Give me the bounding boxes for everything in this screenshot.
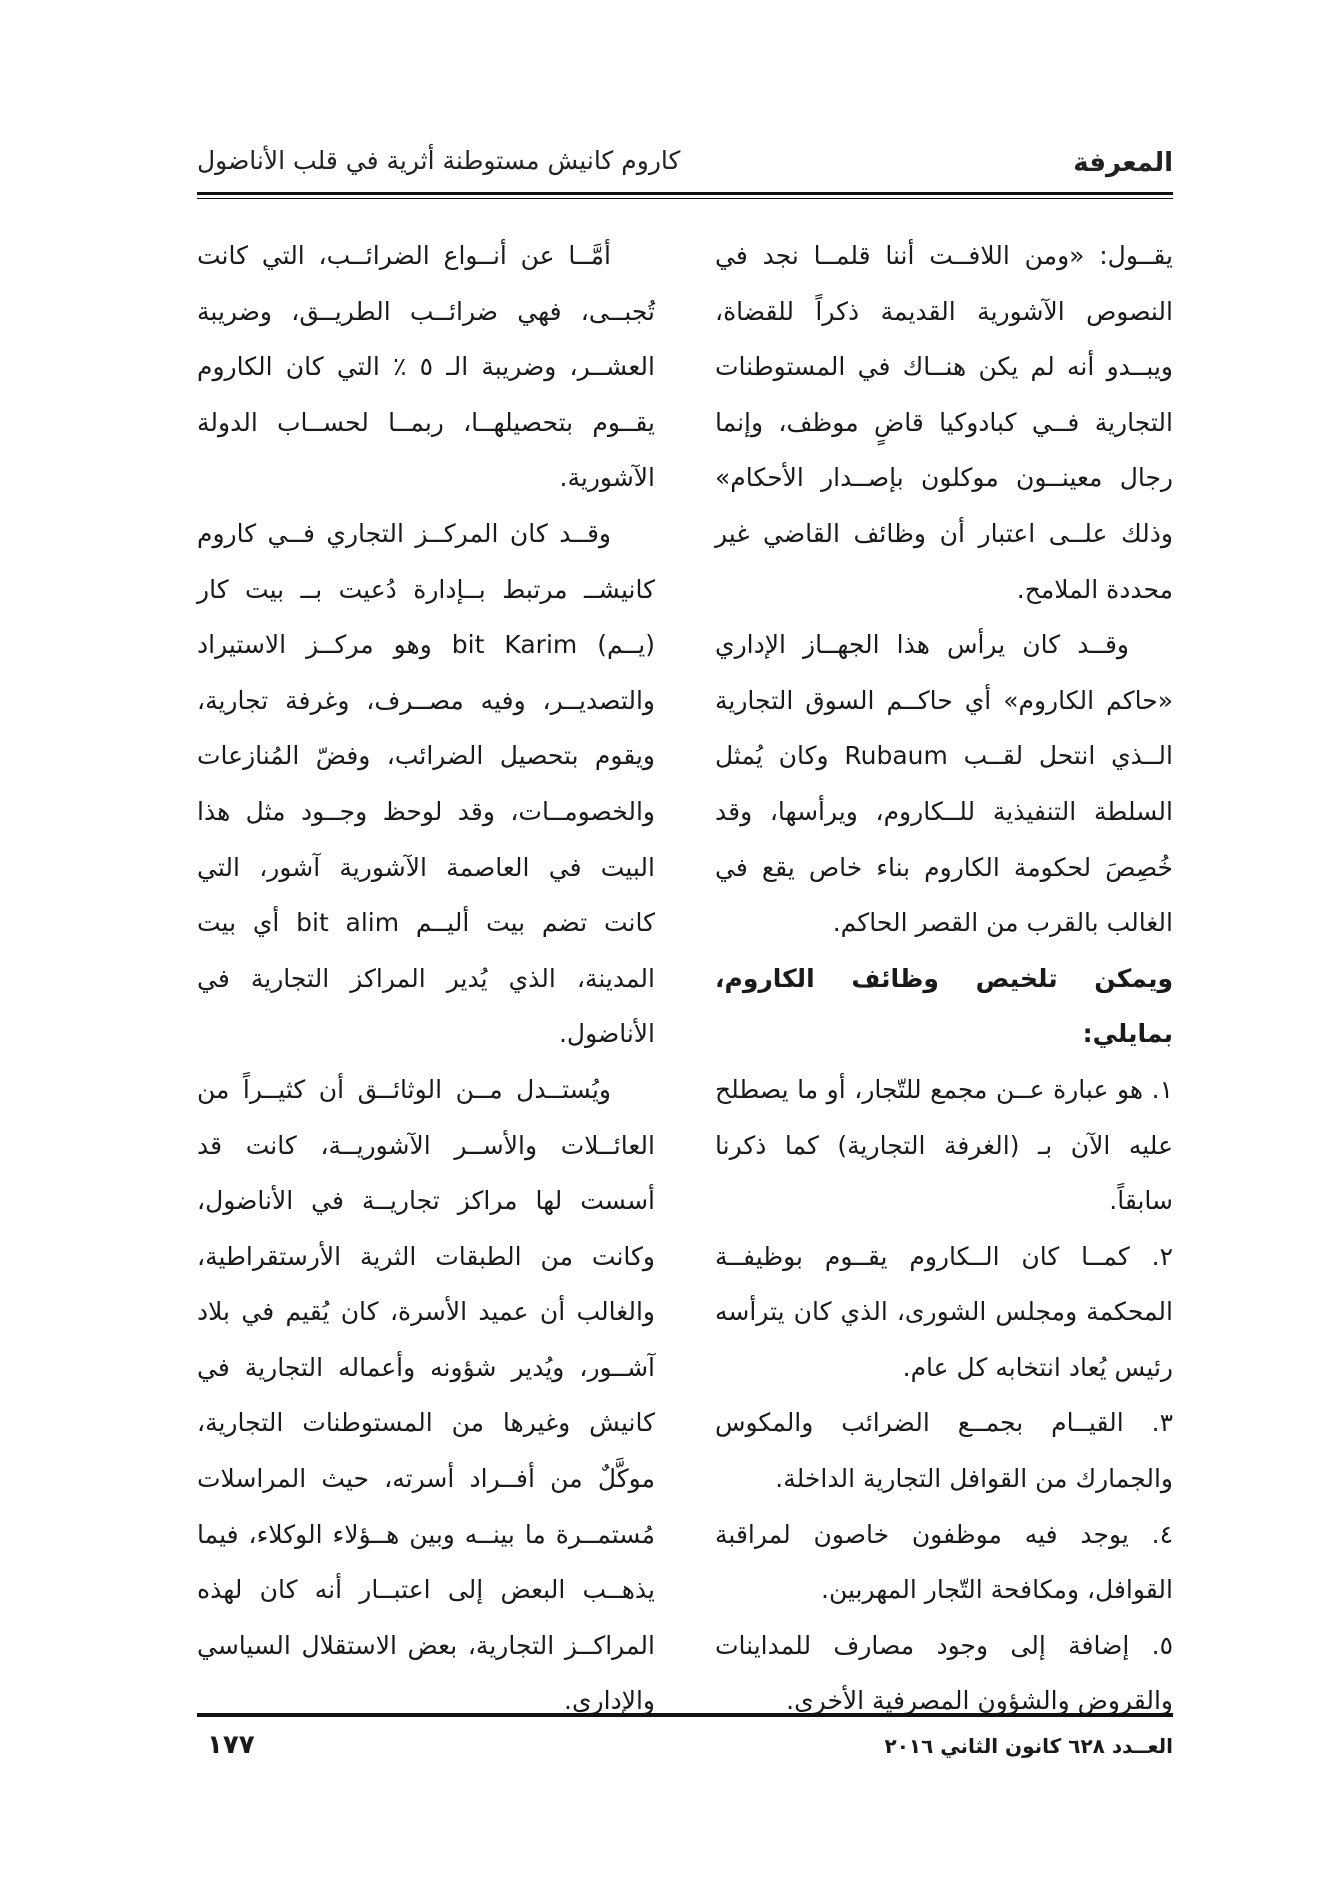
paragraph: وقــد كان يرأس هذا الجهــاز الإداري «حاكم الكاروم» أي حاكــم السوق التجارية الــذي انتحل لقــب Rubaum وكان يُمثل السلطة التنفيذية للــكاروم، ويرأسها، وقد خُصِصَ لحكومة الكاروم بناء خاص يقع في الغالب بالقرب من القصر الحاكم. <box>715 630 1173 938</box>
left-column <box>197 228 655 1729</box>
header-rule-thin <box>197 198 1173 199</box>
list-item: ٤. يوجد فيه موظفون خاصون لمراقبة القوافل، ومكافحة التّجار المهربين. <box>715 1519 1173 1605</box>
footer-rule <box>197 1713 1173 1717</box>
paragraph: ويُستــدل مــن الوثائــق أن كثيــراً من العائــلات والأســر الآشوريــة، كانت قد أسست لها مراكز تجاريــة في الأناضول، وكانت من الطبقات الثرية الأرستقراطية، والغالب أن عميد الأسرة، كان يُقيم في بلاد آشــور، ويُدير شؤونه وأعماله التجارية في كانيش وغيرها من المستوطنات التجارية، موكَّلٌ من أفــراد أسرته، حيث المراسلات مُستمــرة ما بينــه وبين هــؤلاء الوكلاء، فيما يذهــب البعض إلى اعتبــار أنه كان لهذه المراكــز التجارية، بعض الاستقلال السياسي والإداري. <box>197 1074 655 1716</box>
paragraph: أمَّــا عن أنــواع الضرائــب، التي كانت تُجبــى، فهي ضرائــب الطريــق، وضريبة العشــر، وضريبة الـ ٥ ٪ التي كان الكاروم يقــوم بتحصيلهــا، ربمــا لحســاب الدولة الآشورية. <box>197 241 655 493</box>
header-rule <box>197 192 1173 195</box>
page-footer <box>197 1728 1173 1768</box>
paragraph: وقــد كان المركــز التجاري فــي كاروم كانيشــ مرتبط بــإدارة دُعيت بــ بيت كار (يــم) bit Karim وهو مركــز الاستيراد والتصديــر، وفيه مصــرف، وغرفة تجارية، ويقوم بتحصيل الضرائب، وفضّ المُنازعات والخصومــات، وقد لوحظ وجــود مثل هذا البيت في العاصمة الآشورية آشور، التي كانت تضم بيت أليــم bit alim أي بيت المدينة، الذي يُدير المراكز التجارية في الأناضول. <box>197 518 656 1049</box>
list-item: ٥. إضافة إلى وجود مصارف للمداينات والقروض والشؤون المصرفية الأخرى. <box>715 1630 1173 1716</box>
list-item: ٣. القيــام بجمــع الضرائب والمكوس والجمارك من القوافل التجارية الداخلة. <box>715 1408 1173 1494</box>
magazine-logo: المعرفة <box>1073 148 1173 178</box>
right-column <box>715 228 1173 1729</box>
page-number: ١٧٧ <box>207 1730 255 1760</box>
page-header <box>197 140 1173 190</box>
list-item: ٢. كمــا كان الــكاروم يقــوم بوظيفــة المحكمة ومجلس الشورى، الذي كان يترأسه رئيس يُعاد انتخابه كل عام. <box>715 1241 1173 1382</box>
issue-info: العــدد ٦٢٨ كانون الثاني ٢٠١٦ <box>884 1734 1173 1758</box>
section-subheading: ويمكن تلخيص وظائف الكاروم، بمايلي: <box>715 963 1173 1049</box>
paragraph: يقــول: «ومن اللافــت أننا قلمــا نجد في النصوص الآشورية القديمة ذكراً للقضاة، ويبــدو أنه لم يكن هنــاك في المستوطنات التجارية فــي كبادوكيا قاضٍ موظف، وإنما رجال معينــون موكلون بإصــدار الأحكام» وذلك علــى اعتبار أن وظائف القاضي غير محددة الملامح. <box>715 241 1173 604</box>
running-title: كاروم كانيش مستوطنة أثرية في قلب الأناضول <box>197 146 681 175</box>
list-item: ١. هو عبارة عــن مجمع للتّجار، أو ما يصطلح عليه الآن بـ (الغرفة التجارية) كما ذكرنا سابقاً. <box>715 1074 1173 1216</box>
